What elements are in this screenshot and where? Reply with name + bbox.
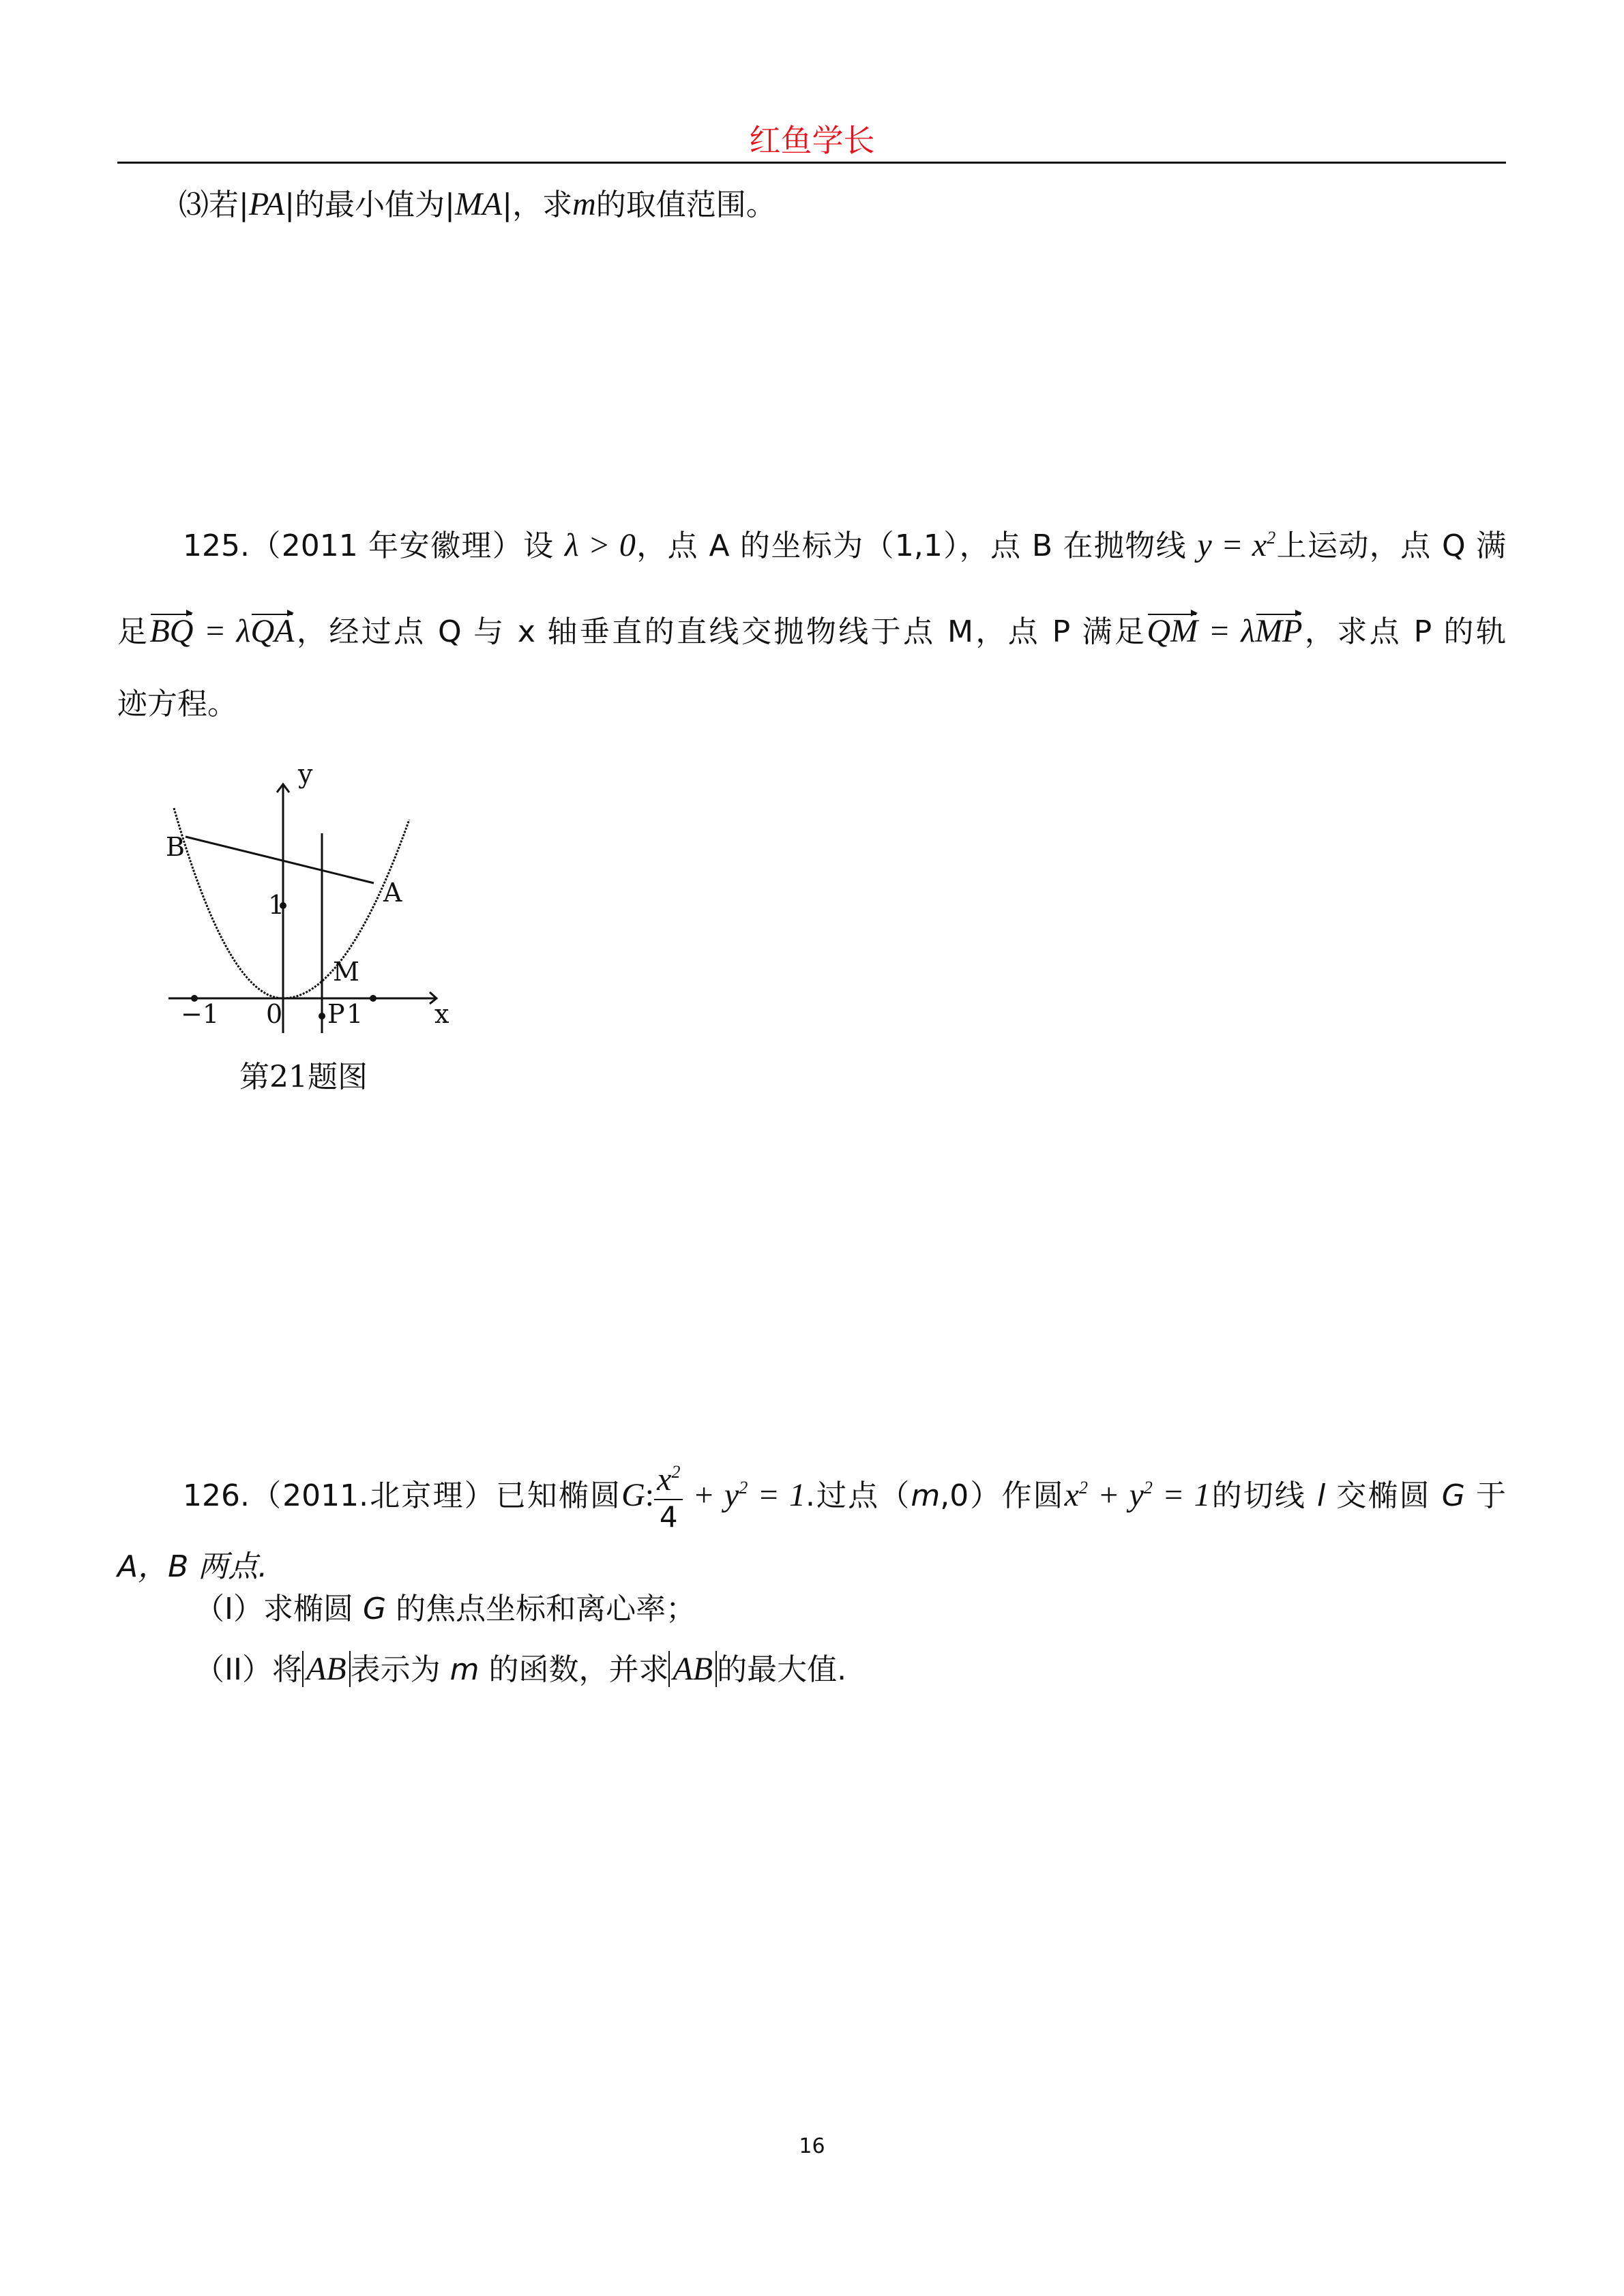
label-a: A	[383, 878, 402, 908]
text: 交椭圆	[1336, 1478, 1431, 1513]
math-abs-ab: AB	[668, 1651, 717, 1687]
page-number: 16	[799, 2134, 825, 2158]
segment-ba	[186, 837, 374, 883]
math: G	[362, 1592, 387, 1626]
label-b: B	[166, 832, 185, 862]
vector-qa: QA	[250, 613, 295, 649]
text: ，点 A 的坐标为（1,1），点 B 在抛物线	[635, 528, 1187, 563]
parabola-curve	[174, 808, 409, 998]
text: 126.（2011.北京理）已知椭圆	[183, 1478, 622, 1513]
math: +	[683, 1477, 725, 1513]
math: λ > 0	[564, 527, 636, 563]
math: =	[1211, 527, 1252, 563]
math: = λ	[1198, 613, 1256, 649]
math: = 1	[1152, 1477, 1211, 1513]
math: = 1	[748, 1477, 806, 1513]
q126-part2	[194, 1650, 846, 1689]
vector-bq: BQ	[149, 613, 194, 649]
math: m	[911, 1478, 941, 1513]
text: （I）求椭圆	[194, 1592, 353, 1626]
q126-line1	[183, 1463, 1506, 1532]
math: y	[724, 1477, 739, 1513]
point-1	[370, 995, 377, 1002]
math: 2	[739, 1478, 748, 1497]
label-0: 0	[266, 999, 283, 1029]
math: PA	[248, 186, 285, 222]
q125-line3: 迹方程。	[117, 687, 237, 721]
text: ，求点 P 的轨	[1302, 614, 1506, 649]
math: l	[1317, 1478, 1326, 1513]
text: ,0）作圆	[940, 1478, 1065, 1513]
math: m	[572, 186, 596, 222]
math: 2	[1078, 1478, 1088, 1497]
vector-qm: QM	[1147, 613, 1198, 649]
text: 的切线	[1210, 1478, 1306, 1513]
label-neg1: −1	[181, 999, 220, 1029]
math: MA	[454, 186, 503, 222]
text: 于	[1476, 1478, 1506, 1513]
math: x	[657, 1461, 672, 1497]
text: 上运动，点 Q 满	[1275, 528, 1506, 563]
math: +	[1087, 1477, 1130, 1513]
fraction	[654, 1463, 683, 1532]
header-title: 红鱼学长	[749, 122, 875, 159]
label-m: M	[333, 957, 359, 987]
vector-mp: MP	[1255, 613, 1303, 649]
math: 2	[1143, 1478, 1153, 1497]
point-p	[319, 1013, 325, 1019]
math: G	[621, 1477, 645, 1513]
text: ⑶若|	[179, 188, 249, 222]
q126-line2: A，B 两点.	[117, 1549, 268, 1584]
text: 表示为	[350, 1652, 441, 1687]
y-label: y	[298, 759, 313, 789]
text: ，经过点 Q 与 x 轴垂直的直线交抛物线于点 M，点 P 满足	[294, 614, 1147, 649]
math: y	[1129, 1477, 1144, 1513]
q126-part1	[194, 1590, 696, 1628]
figure-caption: 第21题图	[239, 1060, 368, 1094]
label-x1: 1	[346, 999, 364, 1029]
math: x	[1064, 1477, 1079, 1513]
text: 足	[117, 614, 150, 649]
math: :	[645, 1477, 655, 1513]
text: 的函数，并求	[488, 1652, 669, 1687]
text: |的最小值为|	[284, 188, 455, 222]
text: .过点（	[805, 1478, 911, 1513]
text: 的最大值.	[717, 1652, 847, 1687]
math: m	[449, 1652, 479, 1687]
text: 125.（2011 年安徽理）设	[183, 528, 555, 563]
label-p: P	[327, 999, 345, 1029]
math: 2	[1267, 528, 1276, 548]
math: x	[1252, 527, 1267, 563]
math-abs-ab: AB	[302, 1651, 351, 1687]
text: （II）将	[194, 1652, 302, 1687]
math: G	[1441, 1478, 1465, 1513]
label-y1: 1	[268, 890, 285, 920]
text: 的取值范围。	[595, 188, 776, 222]
x-label: x	[434, 999, 449, 1029]
math: 2	[671, 1462, 681, 1482]
math: 4	[659, 1500, 678, 1534]
text: 的焦点坐标和离心率；	[396, 1592, 696, 1626]
text: |，求	[502, 188, 573, 222]
math: y	[1197, 527, 1212, 563]
math: = λ	[193, 613, 251, 649]
